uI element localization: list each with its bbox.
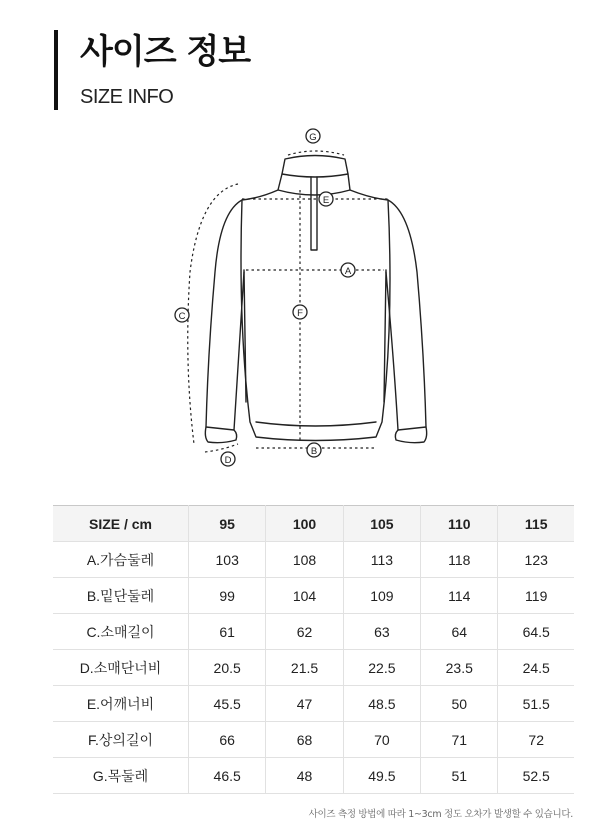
row-label: E.어깨너비 [53, 686, 189, 722]
table-cell: 64 [421, 614, 498, 650]
marker-g: G [309, 132, 317, 143]
table-row [53, 578, 574, 614]
table-cell: 52.5 [498, 758, 574, 794]
table-cell: 48 [266, 758, 343, 794]
row-label: A.가슴둘레 [53, 542, 189, 578]
marker-d: D [224, 455, 232, 466]
table-cell: 22.5 [343, 650, 420, 686]
table-cell: 108 [266, 542, 343, 578]
marker-b: B [310, 446, 318, 457]
table-cell: 62 [266, 614, 343, 650]
table-cell: 103 [189, 542, 266, 578]
table-cell: 118 [421, 542, 498, 578]
table-cell: 48.5 [343, 686, 420, 722]
page-subtitle: SIZE INFO [80, 86, 174, 108]
table-cell: 24.5 [498, 650, 574, 686]
column-header: 100 [266, 506, 343, 542]
table-cell: 45.5 [189, 686, 266, 722]
table-cell: 71 [421, 722, 498, 758]
table-cell: 47 [266, 686, 343, 722]
row-label: B.밑단둘레 [53, 578, 189, 614]
table-row [53, 614, 574, 650]
marker-f: F [297, 308, 303, 319]
table-row [53, 650, 574, 686]
table-cell: 114 [421, 578, 498, 614]
table-cell: 66 [189, 722, 266, 758]
row-label: D.소매단너비 [53, 650, 189, 686]
column-header: 115 [498, 506, 574, 542]
row-label: G.목둘레 [53, 758, 189, 794]
table-cell: 46.5 [189, 758, 266, 794]
page-title: 사이즈 정보 [80, 32, 251, 72]
table-row [53, 686, 574, 722]
table-cell: 21.5 [266, 650, 343, 686]
table-cell: 68 [266, 722, 343, 758]
table-cell: 51 [421, 758, 498, 794]
table-cell: 72 [498, 722, 574, 758]
table-row [53, 542, 574, 578]
table-cell: 20.5 [189, 650, 266, 686]
row-label: C.소매길이 [53, 614, 189, 650]
marker-a: A [344, 266, 352, 277]
table-cell: 23.5 [421, 650, 498, 686]
table-cell: 99 [189, 578, 266, 614]
table-cell: 104 [266, 578, 343, 614]
table-header-row [53, 506, 574, 542]
table-row [53, 758, 574, 794]
column-header: 95 [189, 506, 266, 542]
table-cell: 63 [343, 614, 420, 650]
table-cell: 61 [189, 614, 266, 650]
title-accent-bar [54, 30, 58, 110]
table-cell: 113 [343, 542, 420, 578]
table-cell: 64.5 [498, 614, 574, 650]
column-header: 105 [343, 506, 420, 542]
measure-markers [175, 129, 355, 466]
table-cell: 50 [421, 686, 498, 722]
table-cell: 51.5 [498, 686, 574, 722]
table-cell: 70 [343, 722, 420, 758]
row-label: F.상의길이 [53, 722, 189, 758]
table-cell: 49.5 [343, 758, 420, 794]
footnote: 사이즈 측정 방법에 따라 1~3cm 정도 오차가 발생할 수 있습니다. [308, 809, 573, 820]
table-cell: 119 [498, 578, 574, 614]
measure-lines [188, 151, 388, 452]
marker-e: E [322, 195, 330, 206]
garment-diagram [160, 122, 460, 472]
column-header: 110 [421, 506, 498, 542]
table-cell: 109 [343, 578, 420, 614]
column-header: SIZE / cm [53, 506, 189, 542]
marker-c: C [178, 311, 186, 322]
table-row [53, 722, 574, 758]
table-cell: 123 [498, 542, 574, 578]
size-table [53, 505, 574, 794]
